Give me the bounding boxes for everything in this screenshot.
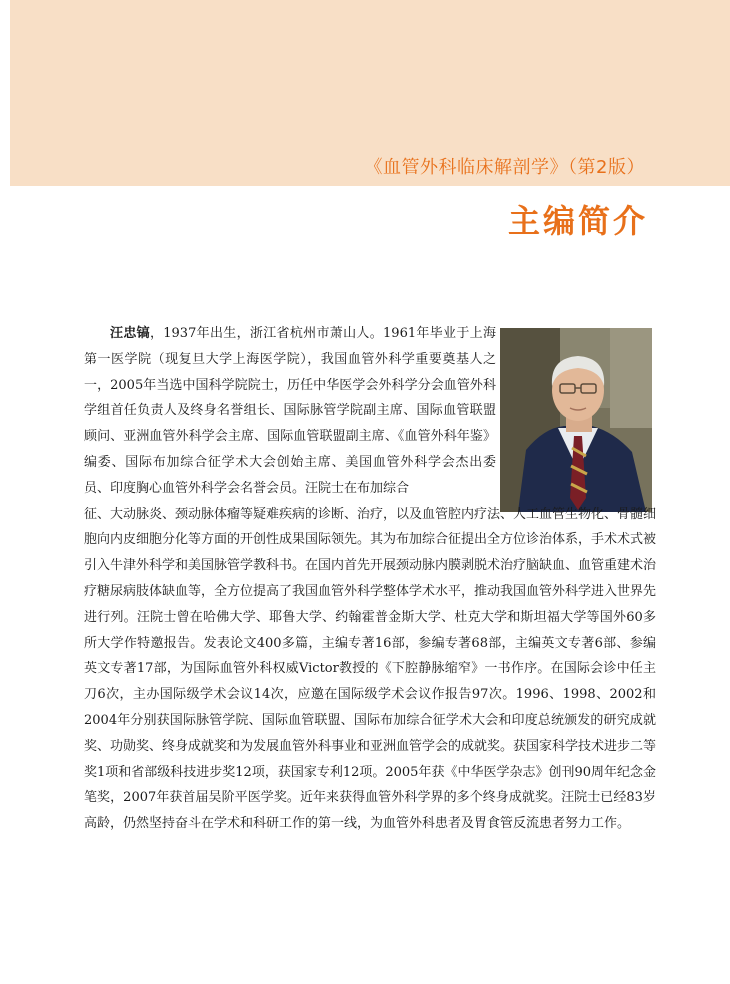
- section-title: 主编简介: [507, 202, 648, 240]
- author-name: 汪忠镐: [110, 326, 150, 341]
- author-biography: [84, 321, 656, 837]
- book-title: 《血管外科临床解剖学》（第2版）: [364, 157, 645, 178]
- bio-intro-block: [84, 321, 656, 502]
- bio-intro-paragraph: [84, 321, 656, 502]
- bio-continuation-text: 征、大动脉炎、颈动脉体瘤等疑难疾病的诊断、治疗，以及血管腔内疗法、人工血管生物化、骨髓细胞向内皮细胞分化等方面的开创性成果国际领先。其为布加综合征提出全方位诊治体系，手术术式被引入牛津外科学和美国脉管学教科书。在国内首先开展颈动脉内膜剥脱术治疗脑缺血、血管重建术治疗糖尿病肢体缺血等，全方位提高了我国血管外科学整体学术水平，推动我国血管外科学进入世界先进行列。汪院士曾在哈佛大学、耶鲁大学、约翰霍普金斯大学、杜克大学和斯坦福大学等国外60多所大学作特邀报告。发表论文400多篇，主编专著16部，参编专著68部，主编英文专著6部、参编英文专著17部，为国际血管外科权威Victor教授的《下腔静脉缩窄》一书作序。在国际会诊中任主刀6次，主办国际级学术会议14次，应邀在国际级学术会议作报告97次。1996、1998、2002和2004年分别获国际脉管学院、国际血管联盟、国际布加综合征学术大会和印度总统颁发的研究成就奖、功勋奖、终身成就奖和为发展血管外科事业和亚洲血管学会的成就奖。获国家科学技术进步二等奖1项和省部级科技进步奖12项，获国家专利12项。2005年获《中华医学杂志》创刊90周年纪念金笔奖，2007年获首届吴阶平医学奖。近年来获得血管外科学界的多个终身成就奖。汪院士已经83岁高龄，仍然坚持奋斗在学术和科研工作的第一线，为血管外科患者及胃食管反流患者努力工作。: [84, 506, 657, 832]
- bio-intro-text: ，1937年出生，浙江省杭州市萧山人。1961年毕业于上海第一医学院（现复旦大学上海医学院），我国血管外科学重要奠基人之一，2005年当选中国科学院院士，历任中华医学会外科学分会血管外科学组首任负责人及终身名誉组长、国际脉管学院副主席、国际血管联盟顾问、亚洲血管外科学会主席、国际血管联盟副主席、《血管外科年鉴》编委、国际布加综合征学术大会创始主席、美国血管外科学会杰出委员、印度胸心血管外科学会名誉会员。汪院士在布加综合: [84, 326, 496, 496]
